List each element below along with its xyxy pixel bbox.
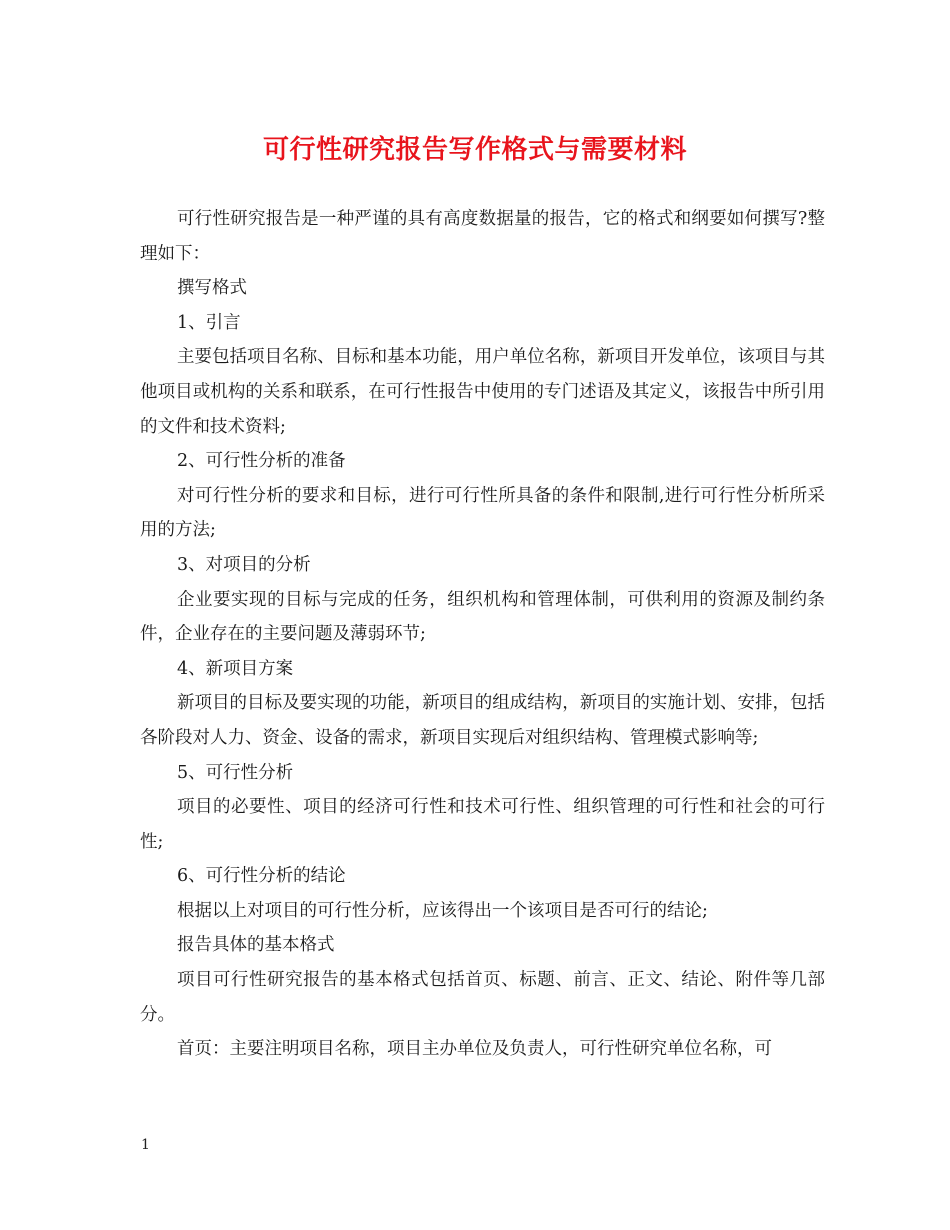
section-heading: 2、可行性分析的准备 [177,451,346,472]
page-number: 1 [141,1137,150,1153]
paragraph: 根据以上对项目的可行性分析，应该得出一个该项目是否可行的结论; [177,900,708,921]
section-heading: 1、引言 [177,312,241,333]
paragraph: 企业要实现的目标与完成的任务，组织机构和管理体制，可供利用的资源及制约条件，企业存在的主要问题及薄弱环节; [140,589,825,645]
document-title: 可行性研究报告写作格式与需要材料 [262,135,687,165]
paragraph: 首页：主要注明项目名称，项目主办单位及负责人，可行性研究单位名称，可 [177,1039,772,1060]
document-body [140,202,825,1067]
section-heading: 3、对项目的分析 [177,554,311,575]
paragraph: 新项目的目标及要实现的功能，新项目的组成结构，新项目的实施计划、安排，包括各阶段对人力、资金、设备的需求，新项目实现后对组织结构、管理模式影响等; [140,693,825,748]
section-heading: 撰写格式 [177,278,247,299]
paragraph: 对可行性分析的要求和目标，进行可行性所具备的条件和限制,进行可行性分析所采用的方法; [140,485,825,541]
section-heading: 报告具体的基本格式 [177,935,335,956]
section-heading: 5、可行性分析 [177,762,294,783]
section-heading: 6、可行性分析的结论 [177,866,346,887]
paragraph: 项目可行性研究报告的基本格式包括首页、标题、前言、正文、结论、附件等几部分。 [140,970,825,1025]
paragraph: 主要包括项目名称、目标和基本功能，用户单位名称，新项目开发单位，该项目与其他项目或机构的关系和联系，在可行性报告中使用的专门述语及其定义，该报告中所引用的文件和技术资料; [140,347,825,437]
paragraph: 可行性研究报告是一种严谨的具有高度数据量的报告，它的格式和纲要如何撰写?整理如下： [140,209,825,264]
paragraph: 项目的必要性、项目的经济可行性和技术可行性、组织管理的可行性和社会的可行性; [140,797,825,852]
section-heading: 4、新项目方案 [177,658,294,679]
